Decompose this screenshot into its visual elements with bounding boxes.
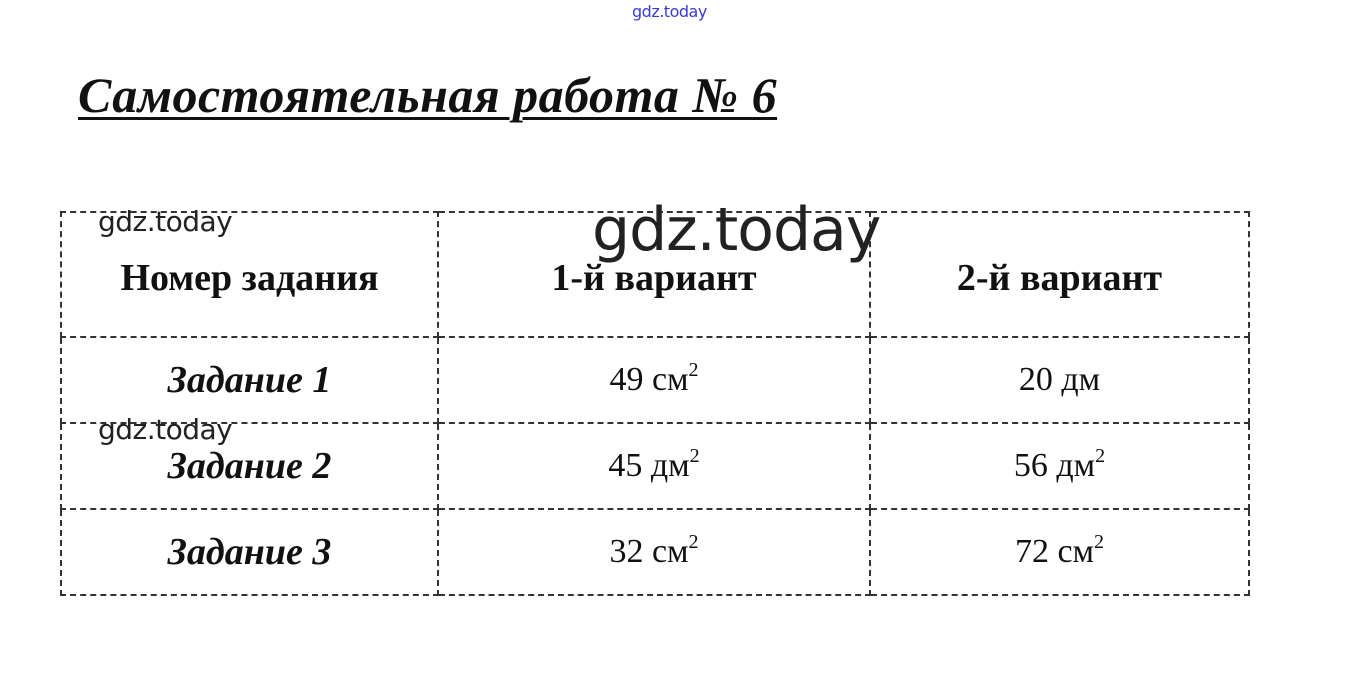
page-title: Самостоятельная работа № 6 [78,67,778,123]
answer-exponent: 2 [1094,531,1105,553]
variant-1-answer [438,509,870,595]
variant-2-answer [870,509,1249,595]
answer-exponent: 2 [688,531,699,553]
answer-exponent: 2 [1095,445,1106,467]
table-row [61,423,1249,509]
answer-value: 45 дм [608,447,690,484]
variant-2-answer [870,337,1249,423]
watermark-large: gdz.today [592,195,881,265]
answer-value: 72 см [1014,533,1095,570]
task-label: Задание 1 [61,337,438,423]
header-variant-2: 2-й вариант [870,212,1249,337]
header-task-number: Номер задания [61,212,438,337]
watermark-top: gdz.today [632,2,707,21]
answer-value: 49 см [609,361,689,398]
task-label: Задание 3 [61,509,438,595]
answer-exponent: 2 [688,359,699,381]
table-row [61,337,1249,423]
answer-value: 32 см [609,533,689,570]
table-row [61,509,1249,595]
variant-1-answer [438,337,870,423]
watermark-small: gdz.today [98,205,233,238]
results-table [60,211,1250,596]
watermark-small: gdz.today [98,413,233,446]
variant-2-answer [870,423,1249,509]
answer-value: 20 дм [1018,361,1101,398]
answer-value: 56 дм [1013,447,1096,484]
answer-exponent: 2 [689,445,700,467]
variant-1-answer [438,423,870,509]
task-label: Задание 2 [61,423,438,509]
header-variant-1: 1-й вариант [438,212,870,337]
